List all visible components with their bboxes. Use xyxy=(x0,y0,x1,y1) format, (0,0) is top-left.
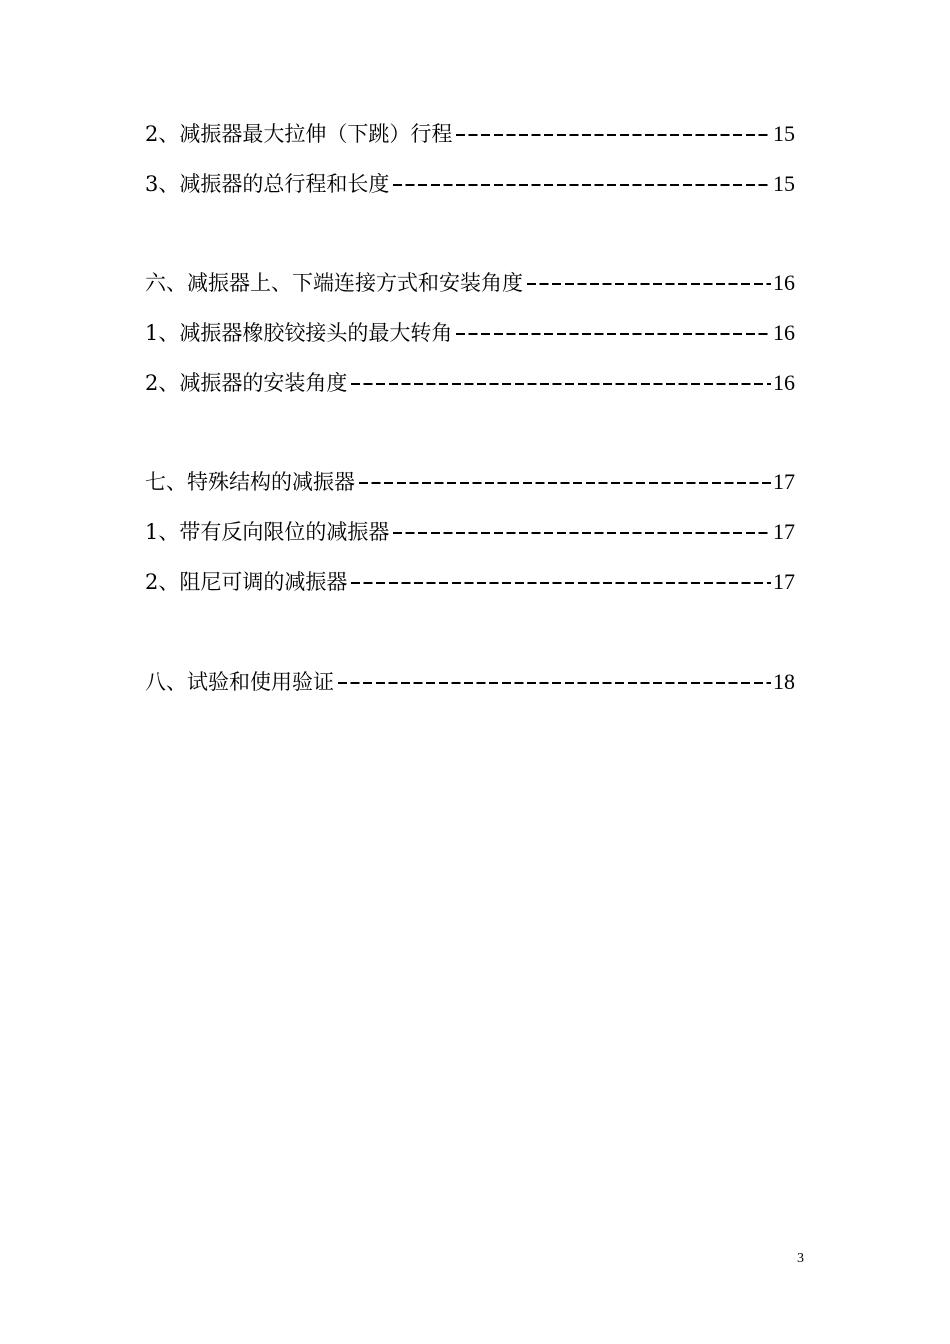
toc-entry-page: 16 xyxy=(773,270,795,295)
toc-entry-label: 八、试验和使用验证 xyxy=(145,670,334,694)
toc-leader-dashes xyxy=(351,383,771,385)
toc-entry-page: 16 xyxy=(773,370,795,395)
page-number: 3 xyxy=(797,1251,804,1266)
toc-entry-page: 16 xyxy=(773,320,795,345)
toc-entry[interactable] xyxy=(145,565,795,599)
toc-leader-dashes xyxy=(393,532,771,534)
toc-entry[interactable] xyxy=(145,117,795,151)
toc-entry[interactable] xyxy=(145,366,795,400)
toc-entry-label: 1、减振器橡胶铰接头的最大转角 xyxy=(145,321,453,345)
toc-entry[interactable] xyxy=(145,316,795,350)
toc-leader-dashes xyxy=(527,283,771,285)
toc-entry-page: 17 xyxy=(773,519,795,544)
toc-section-heading[interactable] xyxy=(145,266,795,300)
toc-entry-label: 2、减振器最大拉伸（下跳）行程 xyxy=(145,122,453,146)
toc-entry-label: 六、减振器上、下端连接方式和安装角度 xyxy=(145,271,523,295)
toc-leader-dashes xyxy=(338,682,771,684)
toc-leader-dashes xyxy=(393,184,771,186)
toc-section-heading[interactable] xyxy=(145,665,795,699)
toc-entry-label: 1、带有反向限位的减振器 xyxy=(145,520,390,544)
toc-leader-dashes xyxy=(456,134,771,136)
toc-leader-dashes xyxy=(359,482,771,484)
toc-entry-label: 2、减振器的安装角度 xyxy=(145,371,348,395)
toc-leader-dashes xyxy=(351,582,771,584)
toc-entry-label: 七、特殊结构的减振器 xyxy=(145,470,355,494)
toc-entry[interactable] xyxy=(145,167,795,201)
toc-entry-page: 17 xyxy=(773,569,795,594)
toc-leader-dashes xyxy=(456,333,771,335)
toc-section-heading[interactable] xyxy=(145,465,795,499)
toc-entry[interactable] xyxy=(145,515,795,549)
toc-entry-page: 15 xyxy=(773,121,795,146)
toc-entry-label: 3、减振器的总行程和长度 xyxy=(145,172,390,196)
toc-entry-label: 2、阻尼可调的减振器 xyxy=(145,570,348,594)
toc-entry-page: 15 xyxy=(773,171,795,196)
toc-entry-page: 18 xyxy=(773,669,795,694)
toc-entry-page: 17 xyxy=(773,469,795,494)
